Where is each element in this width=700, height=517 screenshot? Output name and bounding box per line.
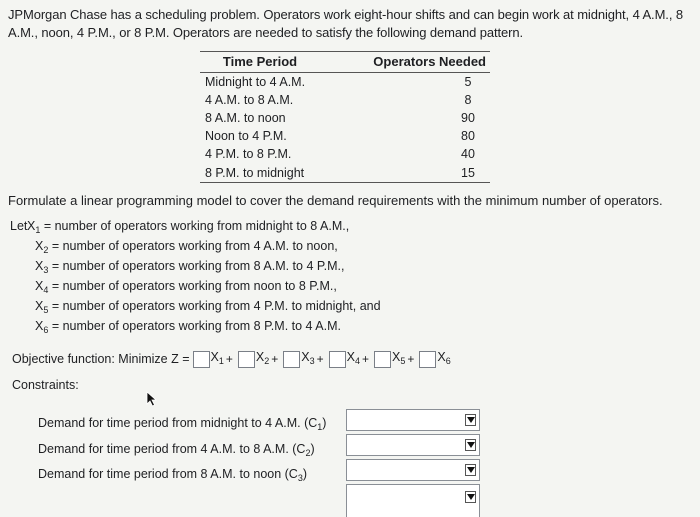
plus-sign: + xyxy=(407,352,415,366)
constraint-c3-dropdown[interactable] xyxy=(346,459,480,481)
var-subscript: 2 xyxy=(43,245,49,255)
table-row xyxy=(200,109,490,127)
table-row xyxy=(200,127,490,145)
definition-x2 xyxy=(35,237,338,259)
chevron-down-icon[interactable] xyxy=(465,464,476,476)
task-statement: Formulate a linear programming model to cover the demand requirements with the minimum number of operators. xyxy=(8,193,663,208)
demand-table-header xyxy=(200,52,490,73)
table-row xyxy=(200,73,490,92)
table-row xyxy=(200,163,490,182)
var-subscript: 3 xyxy=(43,265,49,275)
row-operators: 5 xyxy=(464,75,472,90)
objective-term-x6 xyxy=(416,347,450,371)
row-period: 8 P.M. to midnight xyxy=(200,163,320,182)
constraint-subscript: 2 xyxy=(305,448,311,458)
plus-sign: + xyxy=(316,352,324,366)
row-period: 4 A.M. to 8 A.M. xyxy=(205,93,294,108)
var-symbol: X xyxy=(392,350,401,364)
var-symbol: X xyxy=(35,299,44,313)
var-symbol: X xyxy=(437,350,446,364)
objective-label: Objective function: Minimize Z = xyxy=(12,352,190,366)
demand-table xyxy=(200,51,490,183)
constraint-subscript: 3 xyxy=(297,473,303,483)
var-symbol: X xyxy=(301,350,310,364)
let-label: Let xyxy=(10,219,28,233)
coef-input-x4[interactable] xyxy=(329,351,346,368)
definition-x4 xyxy=(35,277,337,299)
var-subscript: 6 xyxy=(43,325,49,335)
plus-sign: + xyxy=(225,352,233,366)
var-symbol: X xyxy=(255,350,265,364)
constraint-c2-dropdown[interactable] xyxy=(346,434,480,456)
var-subscript: 3 xyxy=(309,356,315,366)
definition-x5 xyxy=(35,297,381,319)
var-symbol: X xyxy=(35,279,44,293)
var-subscript: 5 xyxy=(43,305,49,315)
constraint-c2-label xyxy=(38,440,315,462)
header-operators-needed: Operators Needed xyxy=(320,52,490,73)
row-period: Noon to 4 P.M. xyxy=(205,129,287,144)
var-subscript: 4 xyxy=(43,285,49,295)
constraint-close: ) xyxy=(322,416,327,430)
constraint-text: Demand for time period from 8 A.M. to noon (C xyxy=(38,467,298,481)
constraint-c1-label xyxy=(38,414,326,436)
definition-x1 xyxy=(27,217,349,239)
coef-input-x3[interactable] xyxy=(283,351,300,368)
plus-sign: + xyxy=(361,352,369,366)
row-operators: 80 xyxy=(461,129,475,144)
coef-input-x5[interactable] xyxy=(374,351,391,368)
constraint-c3-label xyxy=(38,465,307,487)
header-time-period: Time Period xyxy=(200,52,320,73)
mouse-pointer-icon xyxy=(146,391,158,407)
var-symbol: X xyxy=(35,259,44,273)
constraint-c1-dropdown[interactable] xyxy=(346,409,480,431)
var-subscript: 4 xyxy=(354,356,360,366)
chevron-down-icon[interactable] xyxy=(465,439,476,451)
definition-x6 xyxy=(35,317,341,339)
row-operators: 15 xyxy=(320,163,490,182)
coef-input-x6[interactable] xyxy=(419,351,436,368)
definition-text: = number of operators working from 4 A.M. to noon, xyxy=(48,239,338,253)
objective-term-x3 xyxy=(280,347,314,371)
coef-input-x1[interactable] xyxy=(193,351,210,368)
row-operators: 8 xyxy=(464,93,472,108)
chevron-down-icon[interactable] xyxy=(465,414,476,426)
row-operators: 90 xyxy=(461,111,475,126)
var-symbol: X xyxy=(346,350,355,364)
objective-term-x2 xyxy=(235,347,269,371)
definition-x3 xyxy=(35,257,344,279)
constraint-c4-dropdown[interactable] xyxy=(346,484,480,517)
definition-text: = number of operators working from 8 A.M. to 4 P.M., xyxy=(48,259,345,273)
constraint-close: ) xyxy=(310,442,315,456)
var-symbol: X xyxy=(35,319,44,333)
definition-text: = number of operators working from 8 P.M. to 4 A.M. xyxy=(48,319,341,333)
row-operators: 40 xyxy=(461,147,475,162)
var-symbol: X xyxy=(35,239,44,253)
constraint-close: ) xyxy=(302,467,308,481)
var-symbol: X xyxy=(210,350,219,364)
table-row xyxy=(200,145,490,163)
constraint-text: Demand for time period from midnight to 4 A.M. (C xyxy=(38,416,318,430)
coef-input-x2[interactable] xyxy=(238,351,255,368)
constraint-subscript: 1 xyxy=(317,422,323,432)
objective-term-x5 xyxy=(371,347,405,371)
definition-text: = number of operators working from midnight to 8 A.M., xyxy=(40,219,350,233)
plus-sign: + xyxy=(271,352,279,366)
var-subscript: 5 xyxy=(400,356,406,366)
objective-function xyxy=(12,347,451,371)
constraint-text: Demand for time period from 4 A.M. to 8 A.M. (C xyxy=(38,442,306,456)
var-subscript: 1 xyxy=(35,225,41,235)
row-period: 8 A.M. to noon xyxy=(205,111,286,126)
definition-text: = number of operators working from 4 P.M. to midnight, and xyxy=(48,299,381,313)
var-subscript: 2 xyxy=(264,356,270,366)
objective-term-x4 xyxy=(326,347,360,371)
var-symbol: X xyxy=(27,219,36,233)
row-period: Midnight to 4 A.M. xyxy=(205,75,306,90)
table-row xyxy=(200,91,490,109)
var-subscript: 1 xyxy=(218,356,224,366)
var-subscript: 6 xyxy=(445,356,451,366)
row-period: 4 P.M. to 8 P.M. xyxy=(205,147,292,162)
objective-term-x1 xyxy=(190,347,224,371)
chevron-down-icon[interactable] xyxy=(465,491,476,503)
definition-text: = number of operators working from noon to 8 P.M., xyxy=(48,279,337,293)
problem-intro: JPMorgan Chase has a scheduling problem. Operators work eight-hour shifts and can begin work at midnight, 4 A.M., 8 A.M., noon, 4 P.M., or 8 P.M. Operators are needed to satisfy the following demand pattern. xyxy=(8,7,683,40)
constraints-label: Constraints: xyxy=(12,378,79,392)
